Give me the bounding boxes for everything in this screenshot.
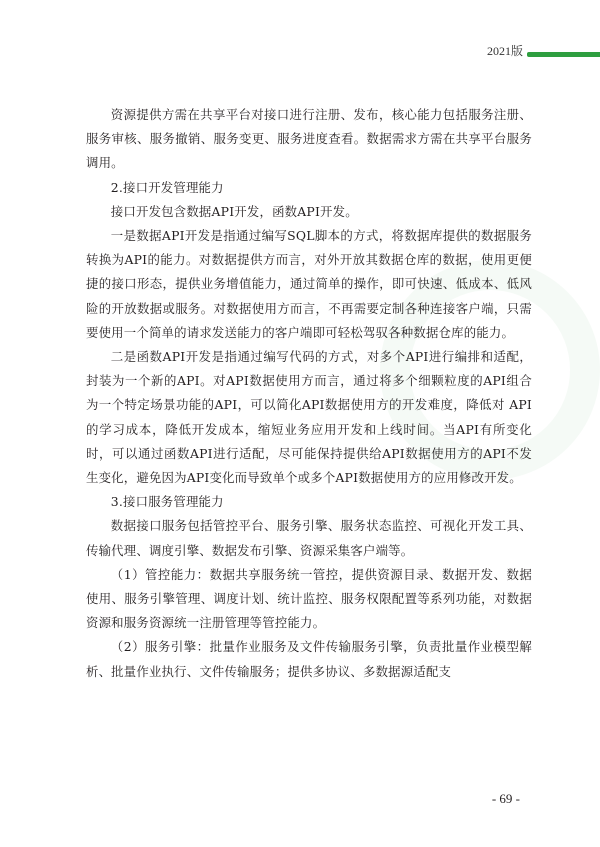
paragraph-function-api: 二是函数API开发是指通过编写代码的方式，对多个API进行编排和适配，封装为一个新的API。对API数据使用方而言，通过将多个细颗粒度的API组合为一个特定场景功能的API，可以简化API数据使用方的开发难度，降低对 API的学习成本，降低开发成本，缩短业务应用开发和上线时间。当API有所变化时，可以通过函数API进行适配，尽可能保持提供给API数据使用方的API不发生变化，避免因为API变化而导致单个或多个API数据使用方的应用修改开发。 — [86, 349, 532, 486]
page-number: - 69 - — [491, 791, 520, 806]
section-heading-interface-service: 3.接口服务管理能力 — [110, 494, 224, 510]
header-year-label: 2021版 — [486, 44, 523, 58]
section-heading-interface-development: 2.接口开发管理能力 — [110, 179, 224, 195]
paragraph-service-components: 数据接口服务包括管控平台、服务引擎、服务状态监控、可视化开发工具、传输代理、调度引擎、数据发布引擎、资源采集客户端等。 — [86, 518, 532, 558]
paragraph-registration: 资源提供方需在共享平台对接口进行注册、发布，核心能力包括服务注册、服务审核、服务撤销、服务变更、服务进度查看。数据需求方需在共享平台服务调用。 — [86, 107, 532, 171]
header-accent-bar — [527, 52, 600, 57]
paragraph-control-capability: （1）管控能力：数据共享服务统一管控，提供资源目录、数据开发、数据使用、服务引擎管理、调度计划、统计监控、服务权限配置等系列功能，对数据资源和服务资源统一注册管理等管控能力。 — [86, 566, 532, 631]
paragraph-api-development-intro: 接口开发包含数据API开发，函数API开发。 — [110, 203, 358, 219]
paragraph-service-engine: （2）服务引擎：批量作业服务及文件传输服务引擎，负责批量作业模型解析、批量作业执行、文件传输服务；提供多协议、多数据源适配支 — [86, 639, 532, 679]
paragraph-data-api: 一是数据API开发是指通过编写SQL脚本的方式，将数据库提供的数据服务转换为API的能力。对数据提供方而言，对外开放其数据仓库的数据，使用更便捷的接口形态，提供业务增值能力，通过简单的操作，即可快速、低成本、低风险的开放数据或服务。对数据使用方而言，不再需要定制各种连接客户端，只需要使用一个简单的请求发送能力的客户端即可轻松驾驭各种数据仓库的能力。 — [86, 228, 532, 340]
body-text — [86, 103, 532, 684]
